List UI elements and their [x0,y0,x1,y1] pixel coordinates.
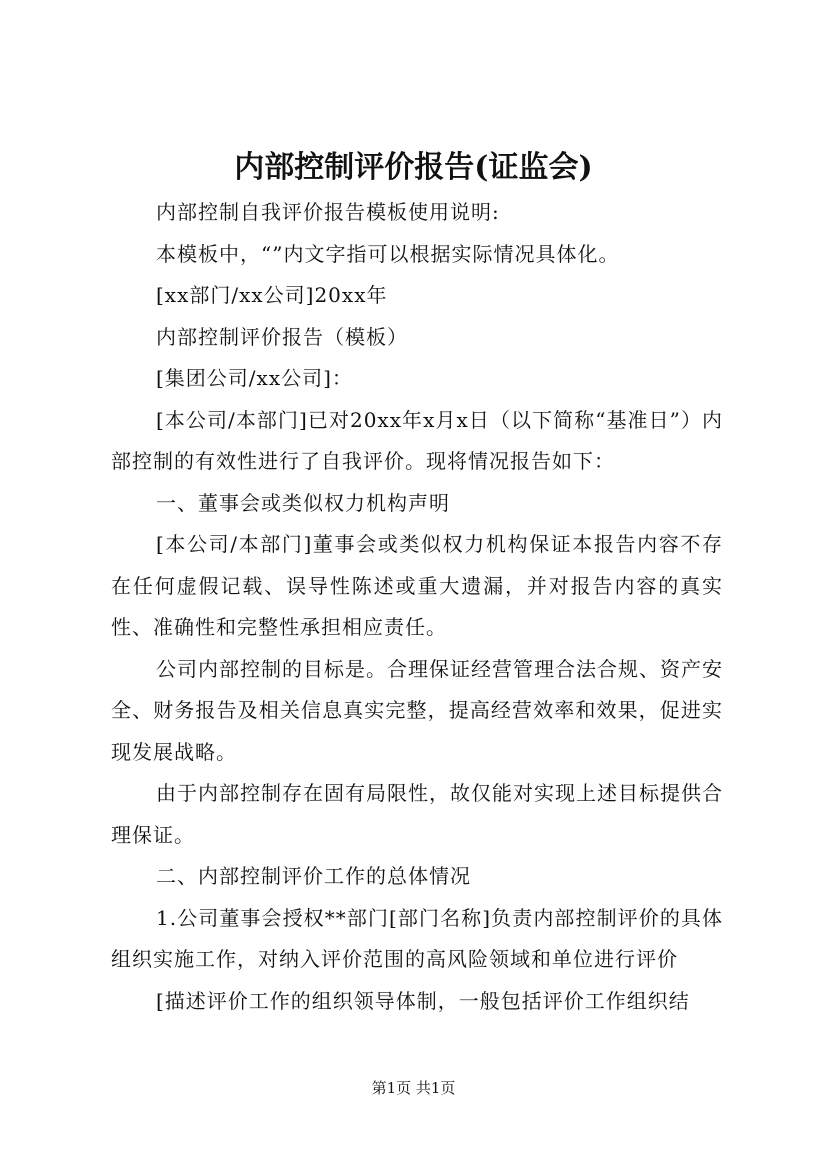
paragraph: 1.公司董事会授权**部门[部门名称]负责内部控制评价的具体组织实施工作，对纳入评价范围的高风险领域和单位进行评价 [111,905,723,971]
paragraph: 公司内部控制的目标是。合理保证经营管理合法合规、资产安全、财务报告及相关信息真实完整，提高经营效率和效果，促进实现发展战略。 [111,656,723,764]
section-heading: 二、内部控制评价工作的总体情况 [156,864,471,888]
paragraph: 本模板中，“”内文字指可以根据实际情况具体化。 [156,241,620,266]
paragraph: 由于内部控制存在固有局限性，故仅能对实现上述目标提供合理保证。 [111,781,723,847]
document-title: 内部控制评价报告(证监会) [234,150,593,185]
paragraph: [本公司/本部门]董事会或类似权力机构保证本报告内容不存在任何虚假记载、误导性陈述或重大遗漏，并对报告内容的真实性、准确性和完整性承担相应责任。 [111,532,723,639]
document-body [111,192,723,1022]
paragraph: [xx部门/xx公司]20xx年 [156,283,388,307]
page-footer: 第1页 共1页 [371,1079,456,1097]
paragraph: 内部控制自我评价报告模板使用说明: [156,200,500,224]
paragraph: [描述评价工作的组织领导体制，一般包括评价工作组织结 [156,988,690,1013]
paragraph: [本公司/本部门]已对20xx年x月x日（以下简称“基准日”）内部控制的有效性进行了自我评价。现将情况报告如下： [111,407,723,473]
paragraph: 内部控制评价报告（模板） [156,324,408,349]
paragraph: [集团公司/xx公司]： [156,366,353,390]
section-heading: 一、董事会或类似权力机构声明 [156,490,450,515]
